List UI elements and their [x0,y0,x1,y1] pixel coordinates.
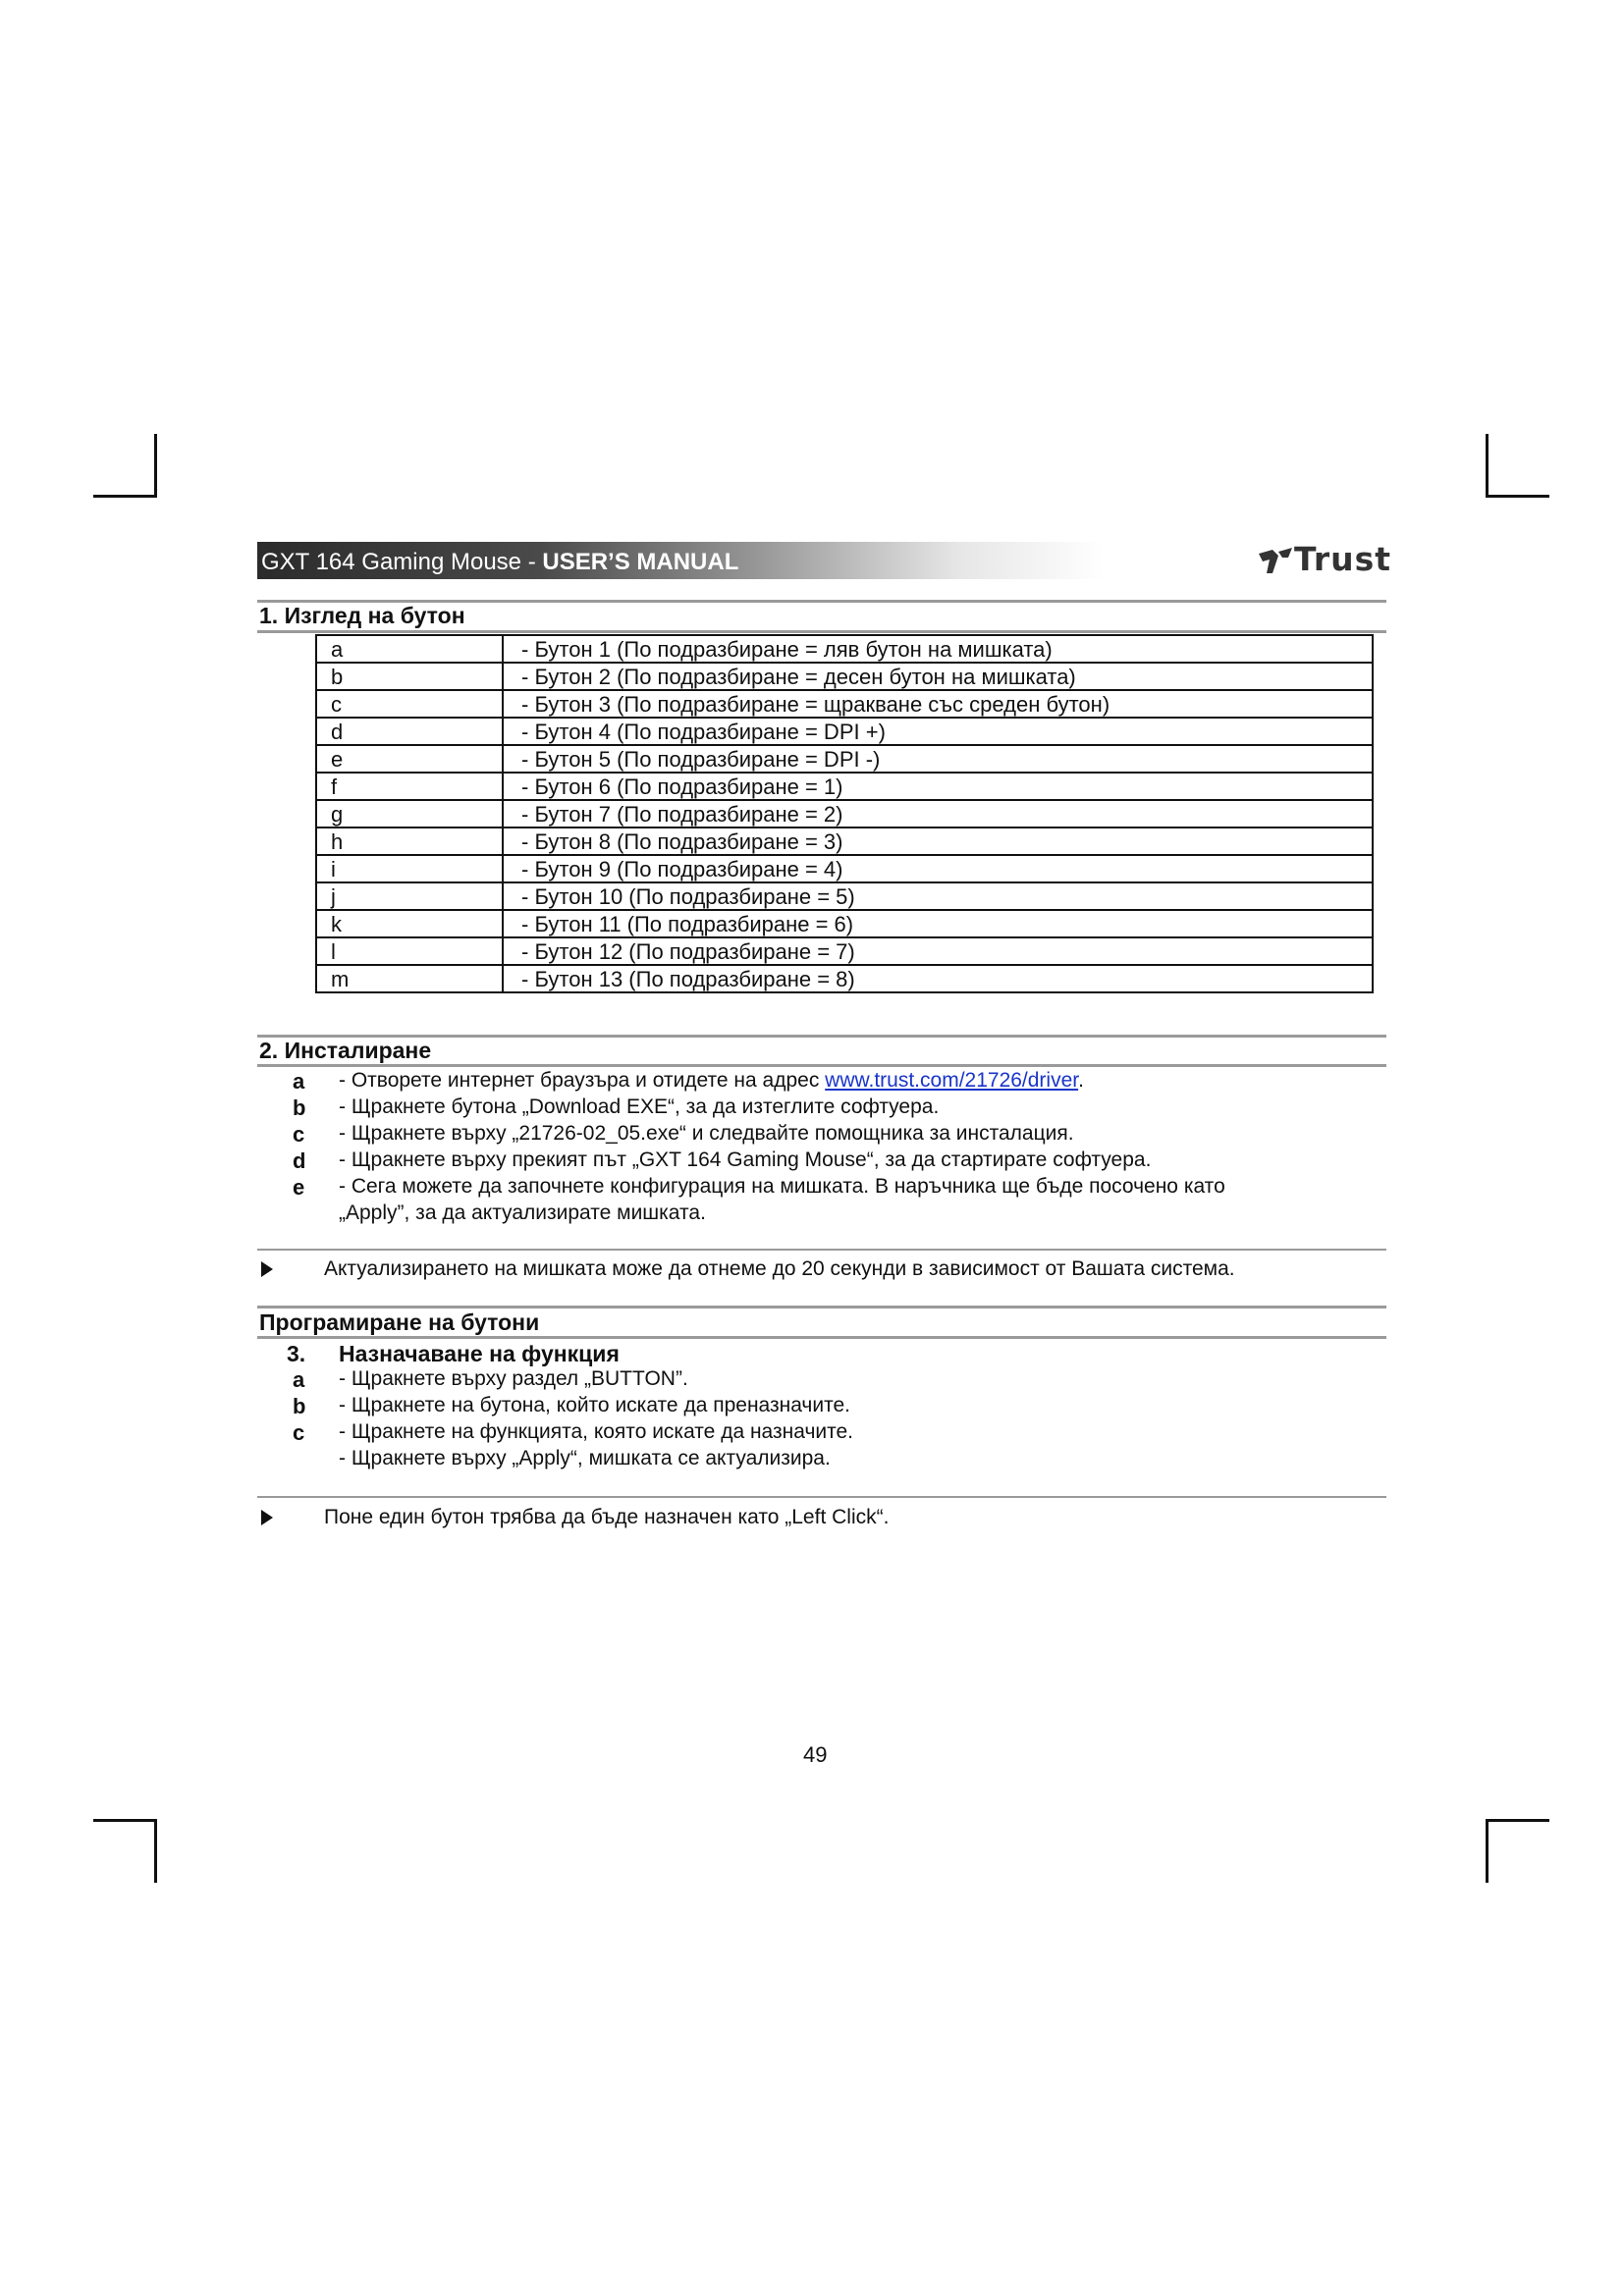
note2-top-rule [257,1496,1386,1498]
section1-bottom-rule [257,630,1386,633]
table-row [316,718,1373,745]
install-step-text-continued: „Apply”, за да актуализирате мишката. [339,1201,706,1224]
crop-mark-top-left-horizontal [93,495,157,498]
table-row [316,635,1373,663]
install-step-text: - Сега можете да започнете конфигурация на мишката. В наръчника ще бъде посочено като [339,1175,1225,1198]
crop-mark-bottom-right-horizontal [1486,1819,1549,1822]
assign-step-letter: a [293,1367,305,1392]
assign-step-letter: c [293,1420,305,1445]
button-description-cell: - Бутон 12 (По подразбиране = 7) [503,937,1373,965]
table-row [316,910,1373,937]
crop-mark-top-right-horizontal [1486,495,1549,498]
install-step-text: - Щракнете върху „21726-02_05.exe“ и следвайте помощника за инсталация. [339,1122,1074,1145]
install-step-text: - Щракнете върху прекият път „GXT 164 Gaming Mouse“, за да стартирате софтуера. [339,1148,1152,1171]
page-number: 49 [803,1742,828,1767]
button-description-cell: - Бутон 9 (По подразбиране = 4) [503,855,1373,882]
button-description-cell: - Бутон 5 (По подразбиране = DPI -) [503,745,1373,773]
button-key-cell: j [316,882,503,910]
section2-title: 2. Инсталиране [259,1038,432,1063]
crop-mark-bottom-left-vertical [154,1819,157,1883]
table-row [316,882,1373,910]
button-key-cell: h [316,828,503,855]
button-description-cell: - Бутон 1 (По подразбиране = ляв бутон на мишката) [503,635,1373,663]
install-step-a-text: - Отворете интернет браузъра и отидете на адрес [339,1069,826,1092]
table-row [316,855,1373,882]
table-row [316,745,1373,773]
section2-bottom-rule [257,1064,1386,1067]
button-key-cell: b [316,663,503,690]
crop-mark-bottom-left-horizontal [93,1819,157,1822]
button-key-cell: i [316,855,503,882]
section3-bottom-rule [257,1336,1386,1339]
section1-title: 1. Изглед на бутон [259,603,465,628]
button-key-cell: k [316,910,503,937]
crop-mark-top-right-vertical [1486,434,1489,498]
button-key-cell: e [316,745,503,773]
button-key-cell: a [316,635,503,663]
table-row [316,965,1373,992]
button-key-cell: d [316,718,503,745]
trust-logo-icon [1259,548,1292,575]
assign-step-text: - Щракнете на функцията, която искате да назначите. [339,1420,854,1443]
button-layout-table [315,634,1374,993]
note-arrow-icon [261,1261,273,1277]
note-arrow-icon [261,1510,273,1525]
button-description-cell: - Бутон 8 (По подразбиране = 3) [503,828,1373,855]
button-description-cell: - Бутон 7 (По подразбиране = 2) [503,800,1373,828]
trust-logo-text: Trust [1294,540,1392,578]
button-key-cell: c [316,690,503,718]
install-step-text: - Щракнете бутона „Download EXE“, за да изтеглите софтуера. [339,1095,940,1118]
table-row [316,937,1373,965]
install-step-a-end: . [1078,1069,1084,1092]
install-step-text [339,1069,1084,1093]
button-description-cell: - Бутон 6 (По подразбиране = 1) [503,773,1373,800]
install-step-letter: d [293,1148,306,1173]
button-description-cell: - Бутон 4 (По подразбиране = DPI +) [503,718,1373,745]
install-step-letter: e [293,1175,305,1200]
install-step-letter: a [293,1069,305,1094]
assign-step-text: - Щракнете на бутона, който искате да преназначите. [339,1394,850,1416]
button-key-cell: g [316,800,503,828]
assign-note: Поне един бутон трябва да бъде назначен като „Left Click“. [324,1506,890,1528]
driver-download-link[interactable]: www.trust.com/21726/driver [825,1069,1079,1092]
section3-top-rule [257,1306,1386,1308]
button-description-cell: - Бутон 13 (По подразбиране = 8) [503,965,1373,992]
trust-logo [1259,540,1391,578]
button-description-cell: - Бутон 3 (По подразбиране = щракване със среден бутон) [503,690,1373,718]
table-row [316,663,1373,690]
assign-step-text: - Щракнете върху „Apply“, мишката се актуализира. [339,1447,831,1469]
section3-title: Програмиране на бутони [259,1309,540,1335]
button-description-cell: - Бутон 11 (По подразбиране = 6) [503,910,1373,937]
table-row [316,828,1373,855]
install-step-letter: b [293,1095,306,1120]
button-key-cell: l [316,937,503,965]
assign-step-text: - Щракнете върху раздел „BUTTON”. [339,1367,688,1390]
assign-step-letter: b [293,1394,306,1418]
crop-mark-bottom-right-vertical [1486,1819,1489,1883]
manual-title [261,549,738,576]
install-step-letter: c [293,1122,305,1147]
button-description-cell: - Бутон 10 (По подразбиране = 5) [503,882,1373,910]
button-key-cell: m [316,965,503,992]
note1-top-rule [257,1249,1386,1251]
manual-title-bold: USER’S MANUAL [542,549,739,575]
button-key-cell: f [316,773,503,800]
subsection-number: 3. [287,1341,306,1366]
table-row [316,773,1373,800]
table-row [316,690,1373,718]
table-row [316,800,1373,828]
install-note: Актуализирането на мишката може да отнеме до 20 секунди в зависимост от Вашата система. [324,1257,1235,1280]
button-description-cell: - Бутон 2 (По подразбиране = десен бутон на мишката) [503,663,1373,690]
manual-title-model: GXT 164 Gaming Mouse - [261,549,543,575]
subsection-title: Назначаване на функция [339,1341,620,1366]
crop-mark-top-left-vertical [154,434,157,498]
